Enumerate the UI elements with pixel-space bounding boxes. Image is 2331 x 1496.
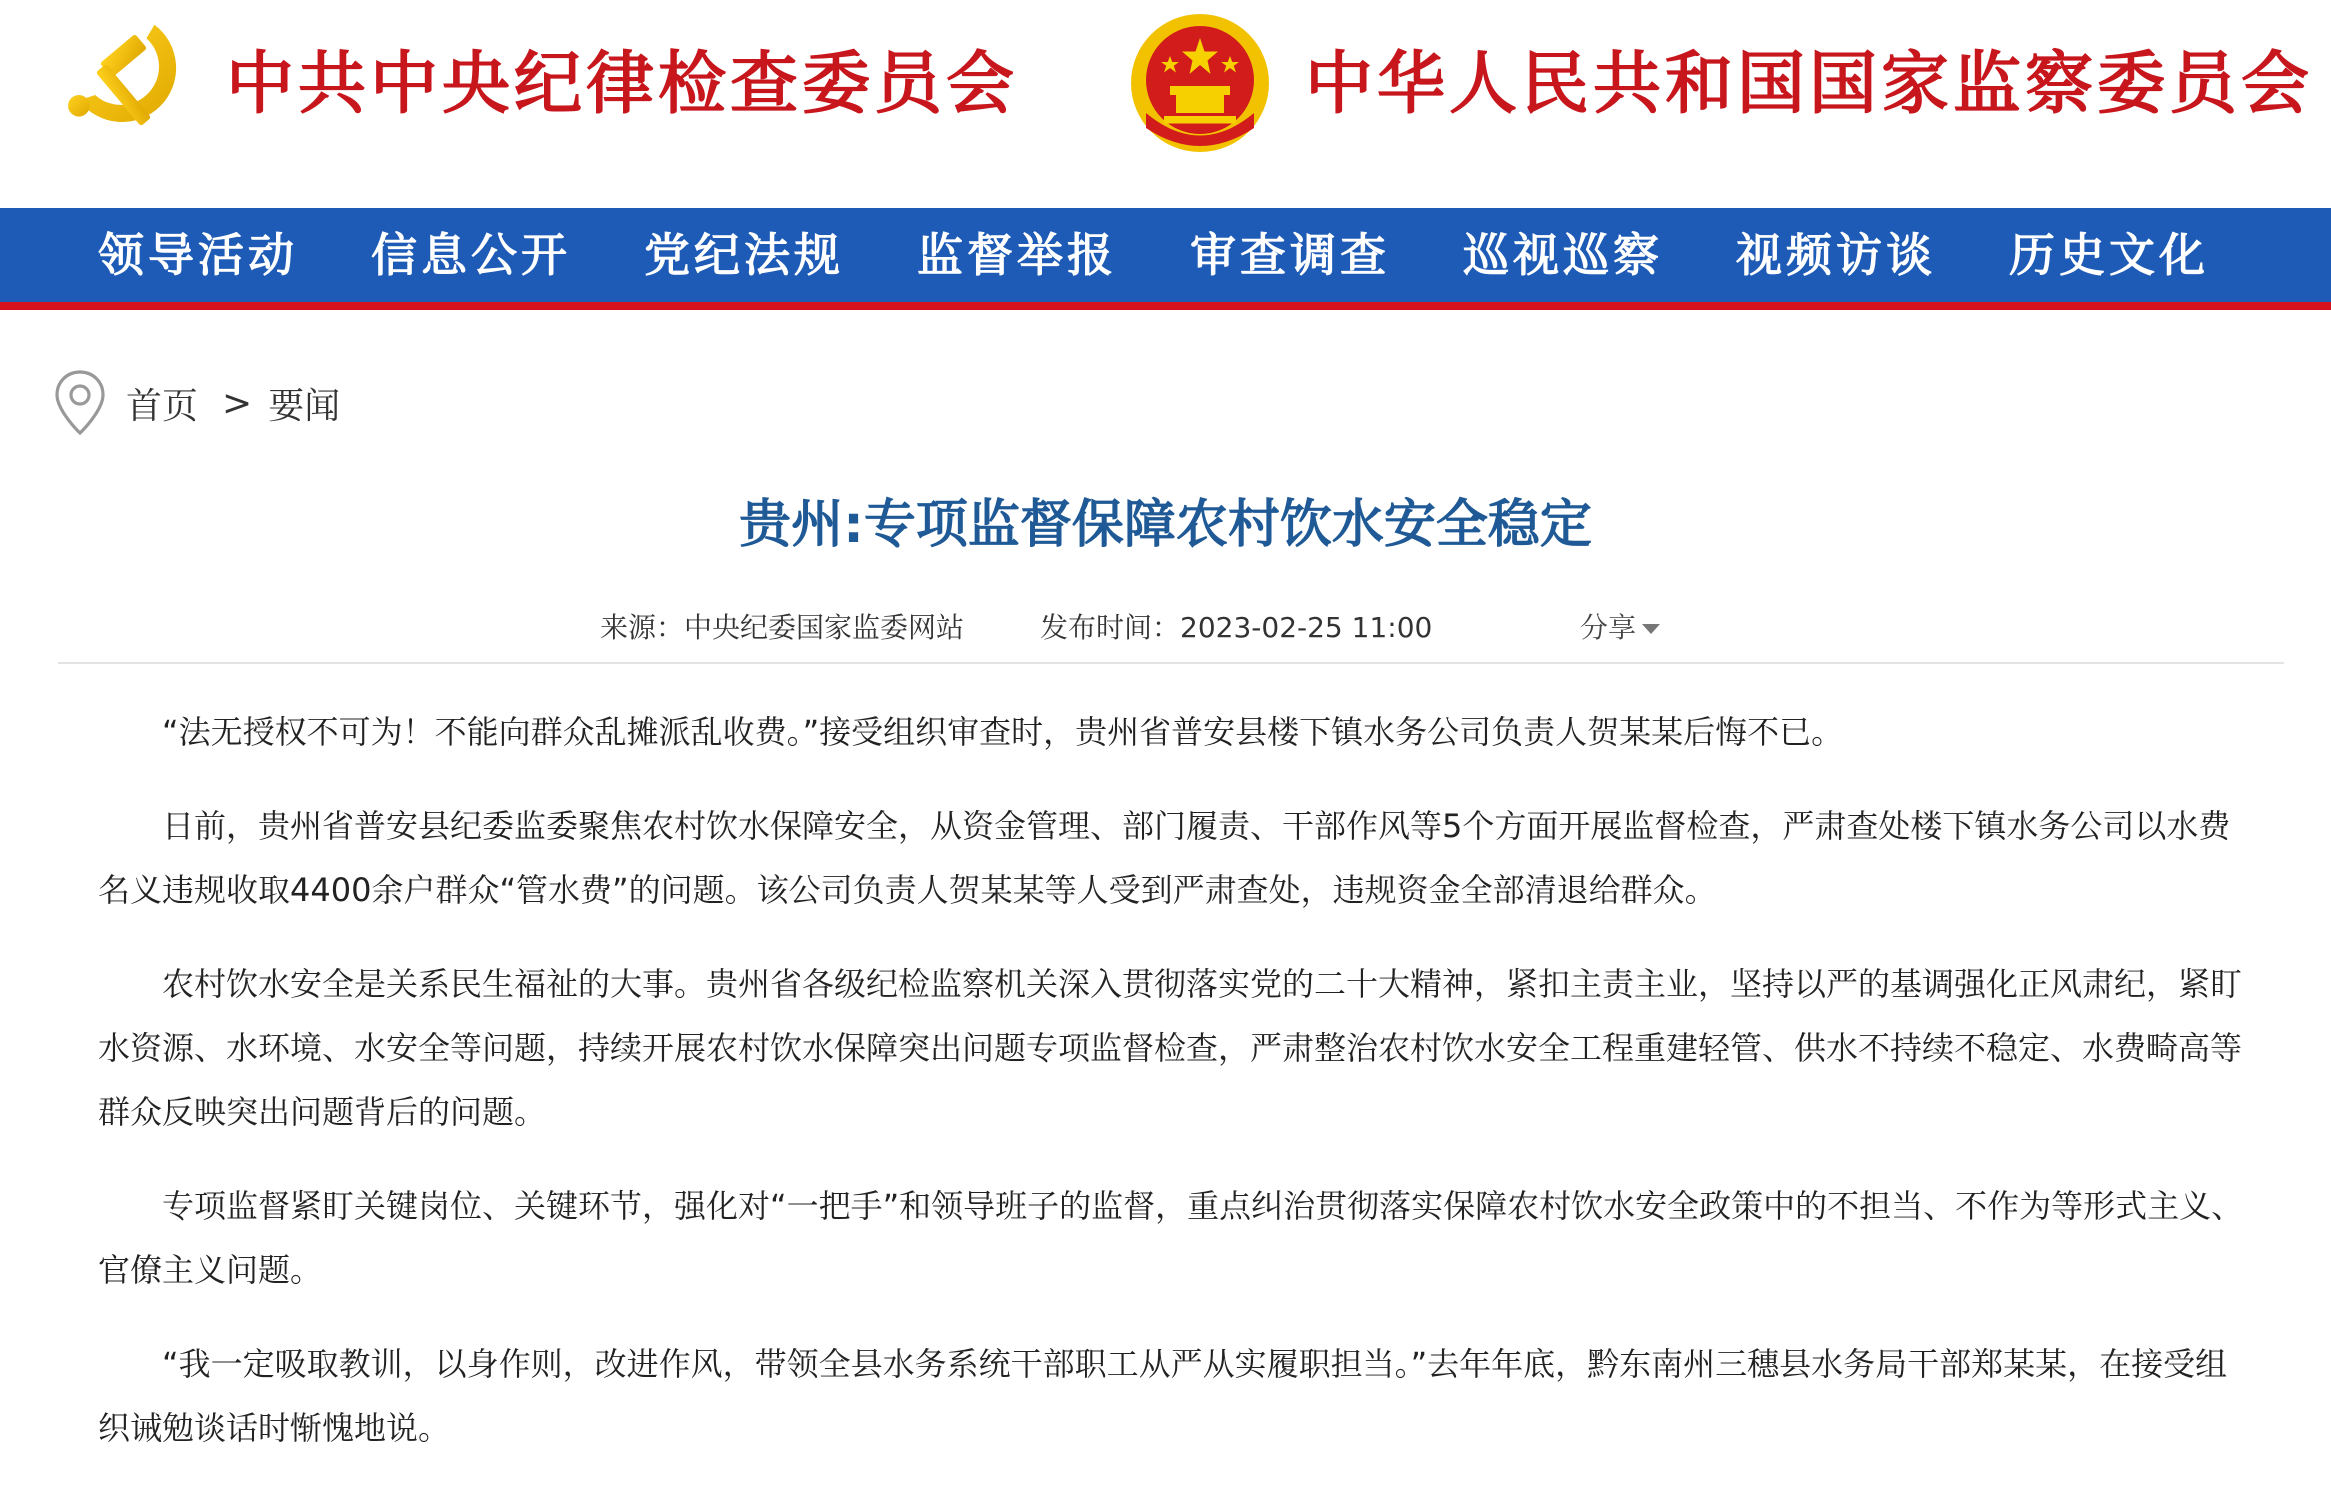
nav-item-leadership[interactable]: 领导活动: [98, 228, 298, 282]
national-emblem-icon: [1125, 8, 1275, 158]
article-meta: [0, 606, 2331, 646]
article-paragraph: 专项监督紧盯关键岗位、关键环节，强化对“一把手”和领导班子的监督，重点纠治贯彻落实保障农村饮水安全政策中的不担当、不作为等形式主义、官僚主义问题。: [98, 1187, 2244, 1289]
breadcrumb-home[interactable]: 首页: [126, 385, 199, 427]
main-nav: [0, 208, 2331, 310]
breadcrumb-separator: >: [222, 382, 253, 424]
article-paragraph: “法无授权不可为！不能向群众乱摊派乱收费。”接受组织审查时，贵州省普安县楼下镇水务公司负责人贺某某后悔不已。: [162, 713, 1844, 751]
article-body: [98, 700, 2244, 1490]
location-pin-icon: [54, 370, 106, 436]
article-publish-time: [1040, 606, 1432, 646]
nav-item-history[interactable]: 历史文化: [2009, 228, 2209, 282]
article-paragraph: “我一定吸取教训，以身作则，改进作风，带领全县水务系统干部职工从严从实履职担当。”去年年底，黔东南州三穗县水务局干部郑某某，在接受组织诫勉谈话时惭愧地说。: [98, 1345, 2228, 1447]
share-button[interactable]: [1580, 606, 1660, 646]
nav-item-video[interactable]: 视频访谈: [1736, 228, 1936, 282]
hammer-sickle-icon: [60, 14, 195, 149]
org-title-nsc: 中华人民共和国国家监察委员会: [1305, 44, 2314, 124]
nav-item-disclosure[interactable]: 信息公开: [371, 228, 571, 282]
nav-item-inspection[interactable]: 巡视巡察: [1463, 228, 1663, 282]
article-paragraph: 日前，贵州省普安县纪委监委聚焦农村饮水保障安全，从资金管理、部门履责、干部作风等5个方面开展监督检查，严肃查处楼下镇水务公司以水费名义违规收取4400余户群众“管水费”的问题。该公司负责人贺某某等人受到严肃查处，违规资金全部清退给群众。: [98, 807, 2231, 909]
nav-item-investigation[interactable]: 审查调查: [1190, 228, 1390, 282]
publish-time-value: 2023-02-25 11:00: [1180, 611, 1433, 644]
nav-item-reporting[interactable]: 监督举报: [917, 228, 1117, 282]
breadcrumb-current[interactable]: 要闻: [268, 385, 341, 427]
site-header: [0, 0, 2331, 208]
caret-down-icon: [1642, 624, 1660, 634]
publish-label: 发布时间：: [1040, 611, 1181, 644]
article-source: 来源：中央纪委国家监委网站: [600, 611, 965, 644]
breadcrumb: [54, 368, 340, 438]
share-label: 分享: [1580, 611, 1637, 644]
article-paragraph: 农村饮水安全是关系民生福祉的大事。贵州省各级纪检监察机关深入贯彻落实党的二十大精神，紧扣主责主业，坚持以严的基调强化正风肃纪，紧盯水资源、水环境、水安全等问题，持续开展农村饮水保障突出问题专项监督检查，严肃整治农村饮水安全工程重建轻管、供水不持续不稳定、水费畸高等群众反映突出问题背后的问题。: [98, 965, 2243, 1131]
meta-divider: [58, 662, 2284, 664]
org-title-ccdi: 中共中央纪律检查委员会: [226, 44, 1019, 124]
article-title: 贵州:专项监督保障农村饮水安全稳定: [739, 495, 1592, 555]
nav-item-regulations[interactable]: 党纪法规: [644, 228, 844, 282]
